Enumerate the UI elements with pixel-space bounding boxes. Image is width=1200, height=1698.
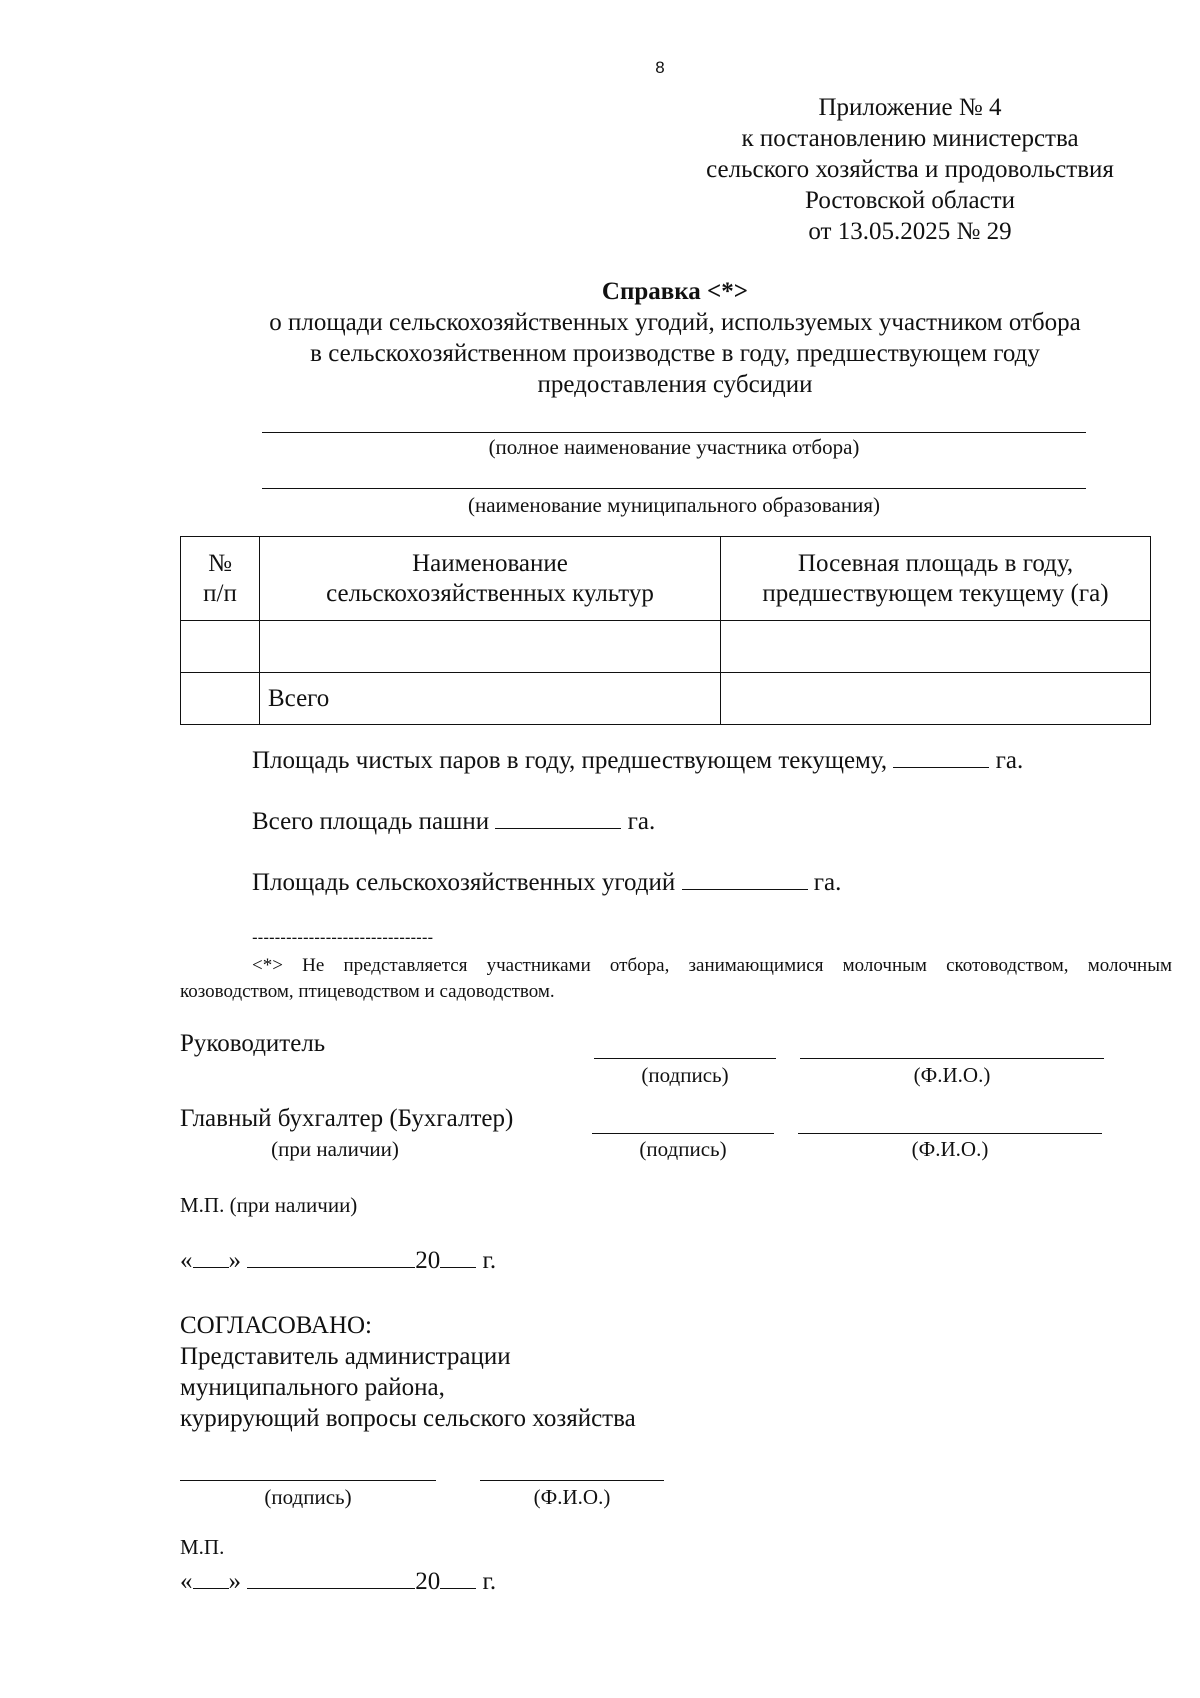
- document-title: [180, 276, 1170, 400]
- signature-caption: (подпись): [641, 1063, 729, 1087]
- municipality-caption: (наименование муниципального образования): [467, 493, 881, 517]
- appendix-line: Ростовской области: [805, 187, 1015, 214]
- date-year-blank[interactable]: [440, 1245, 476, 1268]
- header-number: [181, 537, 260, 621]
- date-day-blank[interactable]: [193, 1245, 229, 1268]
- agreed-block: [180, 1310, 636, 1434]
- table-cell[interactable]: [721, 621, 1151, 673]
- title-line: о площади сельскохозяйственных угодий, используемых участником отбора: [269, 309, 1081, 336]
- appendix-line: сельского хозяйства и продовольствия: [706, 156, 1114, 183]
- footnote-text: <*> Не представляется участниками отбора, занимающимися молочным скотоводством, молочным козоводством, птицеводством и садоводством.: [180, 955, 1172, 1002]
- head-name-line[interactable]: [800, 1058, 1104, 1059]
- farmland-area-label: Площадь сельскохозяйственных угодий: [252, 869, 676, 896]
- appendix-line: Приложение № 4: [818, 94, 1002, 121]
- date-quote-close: »: [228, 1568, 241, 1595]
- fallow-area-line: [252, 745, 1023, 775]
- head-label: Руководитель: [180, 1030, 326, 1057]
- unit-label: га.: [995, 747, 1024, 774]
- table-header-row: [181, 537, 1151, 621]
- municipality-name-line[interactable]: [262, 488, 1086, 489]
- date-quote-open: «: [180, 1568, 193, 1595]
- total-value-cell[interactable]: [721, 673, 1151, 725]
- total-label: Всего: [260, 673, 721, 725]
- title-line: в сельскохозяйственном производстве в году, предшествующем году: [310, 340, 1040, 367]
- date-line: [180, 1245, 496, 1275]
- arable-area-line: [252, 806, 655, 836]
- agreed-date-line: [180, 1566, 496, 1596]
- table-cell[interactable]: [181, 621, 260, 673]
- stamp-if-any: М.П. (при наличии): [180, 1193, 358, 1217]
- year-prefix: 20: [415, 1247, 441, 1274]
- date-month-blank[interactable]: [247, 1245, 415, 1268]
- header-text: Наименование: [412, 549, 568, 577]
- name-caption: (Ф.И.О.): [911, 1137, 989, 1161]
- name-caption: (Ф.И.О.): [913, 1063, 991, 1087]
- header-text: п/п: [203, 579, 237, 607]
- participant-caption: (полное наименование участника отбора): [488, 435, 860, 459]
- table-row: [181, 621, 1151, 673]
- unit-label: га.: [627, 808, 656, 835]
- header-text: №: [208, 549, 232, 577]
- farmland-area-blank[interactable]: [682, 867, 808, 890]
- unit-label: га.: [813, 869, 842, 896]
- header-crop-name: [260, 537, 721, 621]
- table-cell[interactable]: [181, 673, 260, 725]
- signature-caption: (подпись): [639, 1137, 727, 1161]
- year-suffix: г.: [482, 1568, 497, 1595]
- agreed-heading: СОГЛАСОВАНО:: [180, 1312, 373, 1339]
- arable-area-blank[interactable]: [495, 806, 621, 829]
- head-signature-line[interactable]: [594, 1058, 776, 1059]
- title-heading: Справка <*>: [601, 278, 749, 305]
- header-text: Посевная площадь в году,: [797, 549, 1074, 577]
- arable-area-label: Всего площадь пашни: [252, 808, 490, 835]
- agreed-stamp: М.П.: [180, 1535, 225, 1559]
- date-day-blank[interactable]: [193, 1566, 229, 1589]
- fallow-area-label: Площадь чистых паров в году, предшествующем текущему,: [252, 747, 888, 774]
- agreed-line: Представитель администрации: [180, 1343, 511, 1370]
- header-text: сельскохозяйственных культур: [326, 579, 654, 607]
- agreed-signature-line[interactable]: [180, 1480, 436, 1481]
- date-quote-close: »: [228, 1247, 241, 1274]
- farmland-area-line: [252, 867, 841, 897]
- footnote-separator: --------------------------------: [252, 928, 434, 947]
- date-quote-open: «: [180, 1247, 193, 1274]
- table-cell[interactable]: [260, 621, 721, 673]
- date-year-blank[interactable]: [440, 1566, 476, 1589]
- accountant-signature-line[interactable]: [592, 1133, 774, 1134]
- page-number: 8: [655, 58, 665, 77]
- header-sown-area: [721, 537, 1151, 621]
- crops-table: [180, 536, 1151, 725]
- title-line: предоставления субсидии: [537, 371, 813, 398]
- header-text: предшествующем текущему (га): [762, 579, 1109, 607]
- fallow-area-blank[interactable]: [893, 745, 989, 768]
- table-row-total: [181, 673, 1151, 725]
- appendix-header: [640, 92, 1180, 247]
- name-caption: (Ф.И.О.): [533, 1485, 611, 1509]
- accountant-name-line[interactable]: [798, 1133, 1102, 1134]
- year-prefix: 20: [415, 1568, 441, 1595]
- if-any-caption: (при наличии): [271, 1137, 399, 1161]
- signature-caption: (подпись): [264, 1485, 352, 1509]
- agreed-line: муниципального района,: [180, 1374, 445, 1401]
- date-month-blank[interactable]: [247, 1566, 415, 1589]
- agreed-name-line[interactable]: [480, 1480, 664, 1481]
- chief-accountant-label: Главный бухгалтер (Бухгалтер): [180, 1105, 514, 1132]
- agreed-line: курирующий вопросы сельского хозяйства: [180, 1405, 636, 1432]
- appendix-line: к постановлению министерства: [741, 125, 1079, 152]
- year-suffix: г.: [482, 1247, 497, 1274]
- participant-name-line[interactable]: [262, 432, 1086, 433]
- appendix-line: от 13.05.2025 № 29: [808, 218, 1012, 245]
